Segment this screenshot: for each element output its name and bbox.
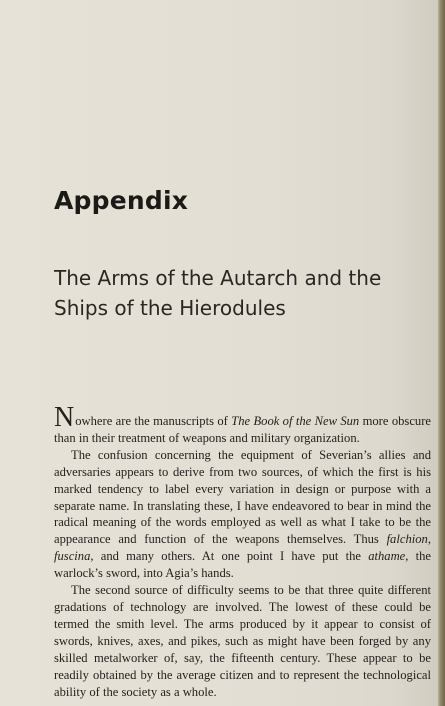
paragraph-2-text-end: , the warlock’s sword, into Agia’s hands.	[54, 549, 431, 581]
body-text	[54, 402, 431, 700]
term-athame: athame	[368, 549, 406, 564]
page-edge	[438, 0, 445, 706]
paragraph-2-text: The confusion concerning the equipment of Severian’s allies and adversaries appears to derive from two sources, of which the first is his marked tendency to label every variation in design or purpose with a separate name. In translating these, I have endeavored to bear in mind the radical meaning of the words employed as well as what I take to be the appearance and function of the weapons themselves. Thus	[54, 447, 431, 547]
book-title-italic: The Book of the New Sun	[231, 414, 360, 428]
chapter-title: The Arms of the Autarch and the Ships of the Hierodules	[54, 266, 382, 320]
term-falchion: falchion	[386, 532, 428, 547]
paragraph-3	[54, 582, 431, 700]
paragraph-1-text-end: more obscure than in their treatment of weapons and military organization.	[54, 414, 431, 445]
paragraph-2	[54, 447, 431, 582]
paragraph-2-sep: ,	[427, 532, 431, 547]
chapter-label: Appendix	[54, 186, 189, 215]
paragraph-1	[54, 402, 431, 447]
paragraph-2-text-mid: , and many others. At one point I have put the	[90, 549, 369, 564]
paragraph-3-text: The second source of difficulty seems to be that three quite different gradations of technology are involved. The lowest of these could be termed the smith level. The arms produced by it appear to consist of swords, knives, axes, and pikes, such as might have been forged by any skilled metalworker of, say, the fifteenth century. These appear to be readily obtained by the average citizen and to represent the technological ability of the society as a whole.	[54, 583, 431, 699]
drop-cap: N	[54, 402, 75, 433]
term-fuscina: fuscina	[54, 549, 91, 564]
paragraph-1-text: owhere are the manuscripts of	[75, 414, 232, 428]
